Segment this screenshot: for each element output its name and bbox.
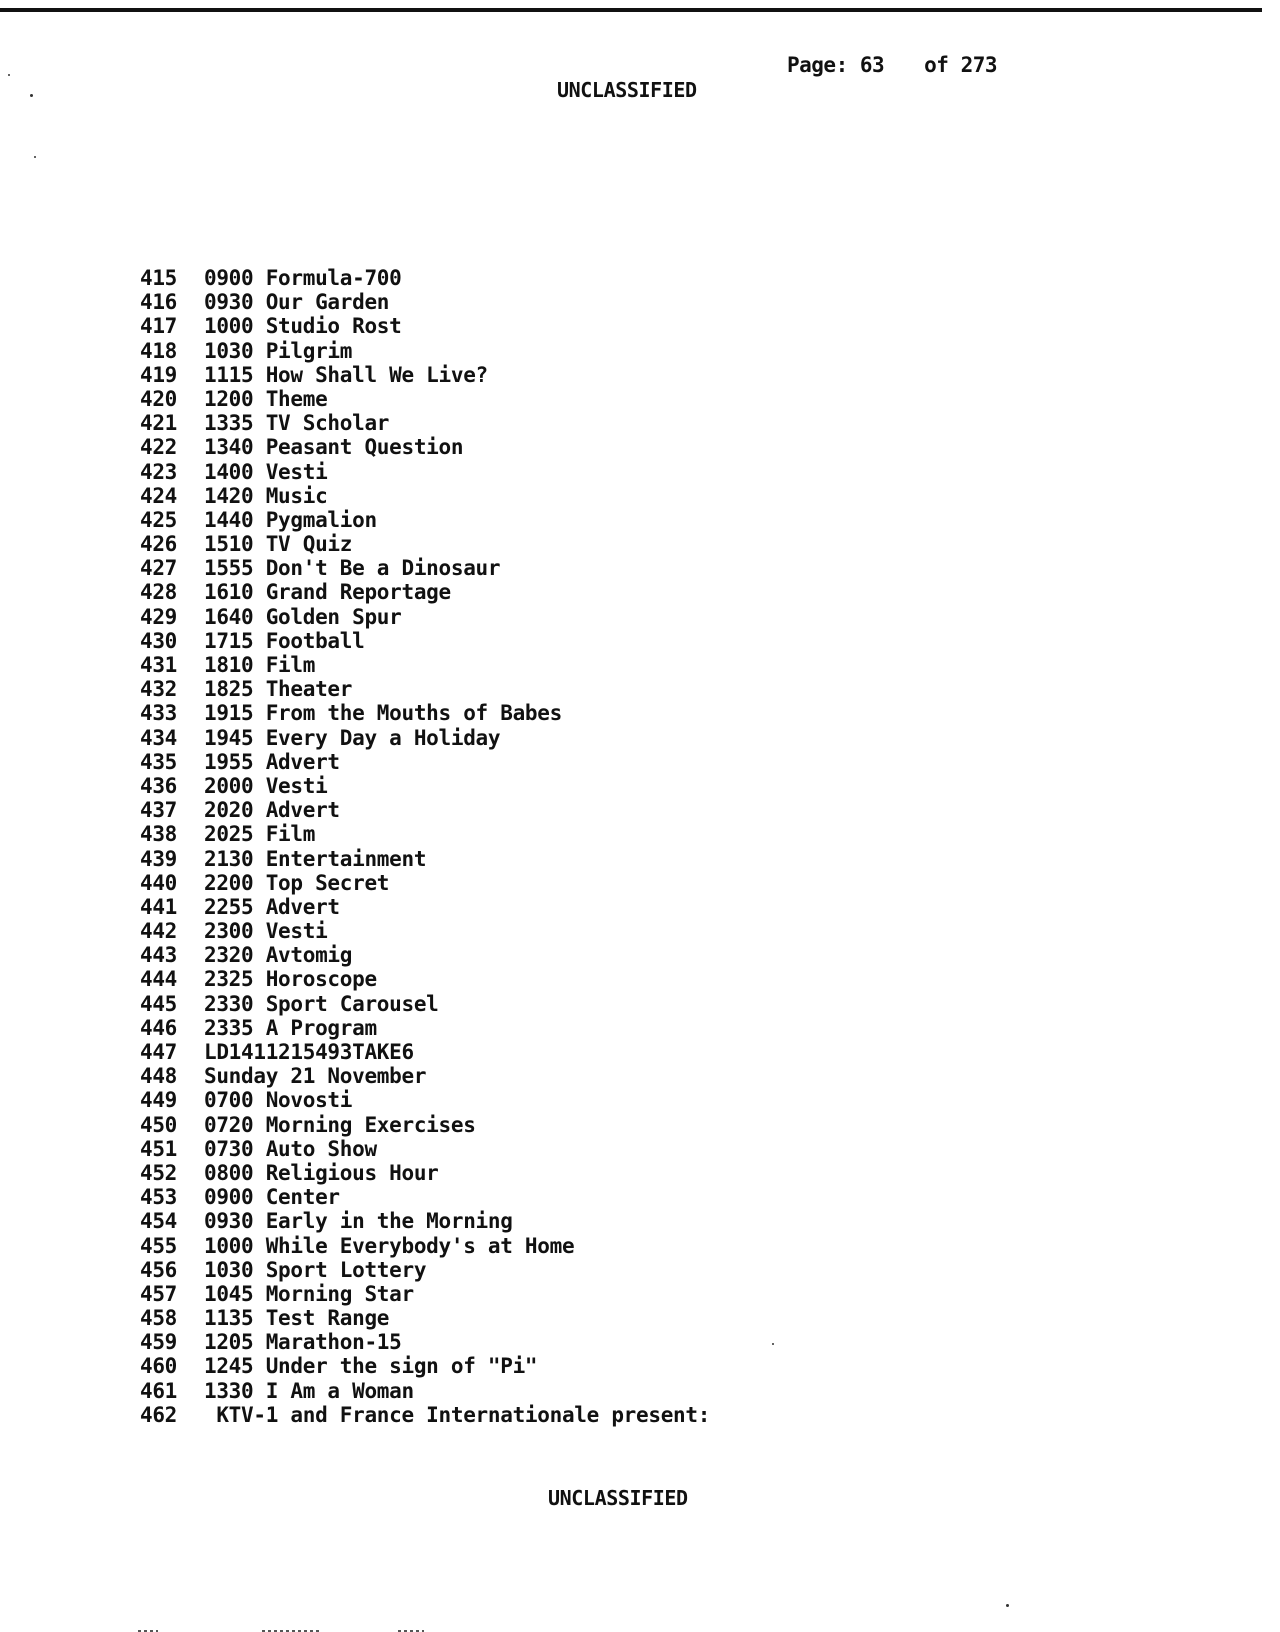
line-text: Sunday 21 November: [204, 1064, 427, 1089]
classification-footer: UNCLASSIFIED: [548, 1486, 688, 1510]
list-item: [140, 411, 860, 435]
line-text: 2335 A Program: [204, 1015, 377, 1040]
line-text: 1200 Theme: [204, 386, 328, 411]
line-text: 1115 How Shall We Live?: [204, 362, 488, 387]
page-number-header: [787, 53, 997, 77]
line-text: 1510 TV Quiz: [204, 532, 353, 557]
classification-header: UNCLASSIFIED: [557, 78, 697, 102]
line-number: 443: [140, 943, 178, 968]
list-item: [140, 387, 860, 411]
list-item: [140, 1282, 860, 1306]
line-number: 460: [140, 1354, 178, 1379]
list-item: [140, 1354, 860, 1378]
scan-speck: [8, 74, 10, 76]
list-item: [140, 847, 860, 871]
line-number: 451: [140, 1136, 178, 1161]
list-item: [140, 701, 860, 725]
line-text: 1400 Vesti: [204, 459, 328, 484]
line-number: 449: [140, 1088, 178, 1113]
line-text: 1420 Music: [204, 483, 328, 508]
list-item: [140, 1234, 860, 1258]
list-item: [140, 1113, 860, 1137]
list-item: [140, 460, 860, 484]
line-text: 1955 Advert: [204, 749, 340, 774]
line-text: 1205 Marathon-15: [204, 1330, 402, 1355]
list-item: [140, 750, 860, 774]
line-number: 416: [140, 290, 178, 315]
list-item: [140, 1185, 860, 1209]
line-text: 0930 Early in the Morning: [204, 1209, 513, 1234]
list-item: [140, 726, 860, 750]
list-item: [140, 532, 860, 556]
line-text: 0730 Auto Show: [204, 1136, 377, 1161]
list-item: [140, 967, 860, 991]
line-text: 1340 Peasant Question: [204, 435, 464, 460]
line-text: 2330 Sport Carousel: [204, 991, 439, 1016]
line-text: 1640 Golden Spur: [204, 604, 402, 629]
list-item: [140, 919, 860, 943]
line-text: 2200 Top Secret: [204, 870, 390, 895]
line-text: 0720 Morning Exercises: [204, 1112, 476, 1137]
line-text: 1810 Film: [204, 653, 316, 677]
line-text: 2000 Vesti: [204, 773, 328, 798]
page-total-label: of 273: [924, 53, 998, 77]
line-number: 447: [140, 1040, 178, 1064]
list-item: [140, 992, 860, 1016]
list-item: [140, 629, 860, 653]
list-item: [140, 1161, 860, 1185]
line-text: 2130 Entertainment: [204, 846, 427, 871]
line-text: 1915 From the Mouths of Babes: [204, 701, 562, 726]
list-item: [140, 1258, 860, 1282]
line-number: 415: [140, 266, 178, 290]
line-number: 450: [140, 1112, 178, 1137]
line-text: 0930 Our Garden: [204, 290, 390, 315]
line-text: 0800 Religious Hour: [204, 1160, 439, 1185]
line-text: 1610 Grand Reportage: [204, 580, 451, 605]
line-text: 1335 TV Scholar: [204, 411, 390, 436]
list-item: [140, 1330, 860, 1354]
page-label: Page: 63: [787, 53, 885, 77]
line-number: 433: [140, 701, 178, 726]
scan-speck: [772, 1343, 774, 1345]
line-text: 2020 Advert: [204, 798, 340, 823]
line-number: 446: [140, 1015, 178, 1040]
list-item: [140, 508, 860, 532]
list-item: [140, 363, 860, 387]
list-item: [140, 943, 860, 967]
line-number: 440: [140, 870, 178, 895]
line-number: 425: [140, 507, 178, 532]
line-number: 444: [140, 967, 178, 992]
list-item: [140, 484, 860, 508]
list-item: [140, 580, 860, 604]
line-number: 452: [140, 1160, 178, 1185]
line-number: 455: [140, 1233, 178, 1258]
line-text: 1555 Don't Be a Dinosaur: [204, 556, 501, 581]
line-text: 1030 Pilgrim: [204, 338, 353, 363]
line-text: 1825 Theater: [204, 677, 353, 702]
line-text: 1000 Studio Rost: [204, 314, 402, 339]
list-item: [140, 653, 860, 677]
scan-speck: [34, 156, 36, 158]
list-item: [140, 1088, 860, 1112]
line-number: 437: [140, 798, 178, 823]
line-number: 420: [140, 386, 178, 411]
list-item: [140, 605, 860, 629]
line-number: 448: [140, 1064, 178, 1089]
line-number: 456: [140, 1257, 178, 1282]
scan-speck: [30, 94, 33, 97]
line-text: 2025 Film: [204, 822, 316, 847]
line-number: 417: [140, 314, 178, 339]
line-number: 426: [140, 532, 178, 557]
line-text: 1000 While Everybody's at Home: [204, 1233, 575, 1258]
line-number: 454: [140, 1209, 178, 1234]
line-number: 438: [140, 822, 178, 847]
line-number: 436: [140, 773, 178, 798]
line-text: 1045 Morning Star: [204, 1281, 414, 1306]
line-number: 457: [140, 1281, 178, 1306]
list-item: [140, 1306, 860, 1330]
line-number: 445: [140, 991, 178, 1016]
line-number: 431: [140, 653, 178, 677]
scan-speck: [1006, 1604, 1009, 1607]
line-number: 421: [140, 411, 178, 436]
list-item: [140, 290, 860, 314]
line-number: 439: [140, 846, 178, 871]
line-text: LD1411215493TAKE6: [204, 1040, 414, 1064]
line-text: 0900 Center: [204, 1185, 340, 1210]
line-number: 428: [140, 580, 178, 605]
line-number: 418: [140, 338, 178, 363]
list-item: [140, 266, 860, 290]
list-item: [140, 798, 860, 822]
line-number: 435: [140, 749, 178, 774]
list-item: [140, 1379, 860, 1403]
list-item: [140, 1403, 860, 1427]
line-number: 434: [140, 725, 178, 750]
line-text: 1245 Under the sign of "Pi": [204, 1354, 538, 1379]
line-text: KTV-1 and France Internationale present:: [204, 1402, 711, 1427]
list-item: [140, 556, 860, 580]
line-number: 442: [140, 919, 178, 944]
line-text: 0900 Formula-700: [204, 266, 402, 290]
line-number: 427: [140, 556, 178, 581]
list-item: [140, 1209, 860, 1233]
list-item: [140, 871, 860, 895]
line-number: 422: [140, 435, 178, 460]
line-text: 0700 Novosti: [204, 1088, 353, 1113]
line-text: 2320 Avtomig: [204, 943, 353, 968]
line-text: 1330 I Am a Woman: [204, 1378, 414, 1403]
list-item: [140, 314, 860, 338]
line-number: 423: [140, 459, 178, 484]
list-item: [140, 435, 860, 459]
list-item: [140, 339, 860, 363]
line-text: 1715 Football: [204, 628, 365, 653]
list-item: [140, 895, 860, 919]
list-item: [140, 822, 860, 846]
line-text: 1945 Every Day a Holiday: [204, 725, 501, 750]
schedule-listing: [140, 266, 860, 1427]
line-number: 453: [140, 1185, 178, 1210]
line-text: 2255 Advert: [204, 894, 340, 919]
line-number: 429: [140, 604, 178, 629]
list-item: [140, 1064, 860, 1088]
line-number: 462: [140, 1402, 178, 1427]
line-text: 1440 Pygmalion: [204, 507, 377, 532]
line-text: 2300 Vesti: [204, 919, 328, 944]
line-number: 432: [140, 677, 178, 702]
line-text: 1030 Sport Lottery: [204, 1257, 427, 1282]
list-item: [140, 1016, 860, 1040]
line-text: 1135 Test Range: [204, 1306, 390, 1331]
list-item: [140, 677, 860, 701]
line-number: 441: [140, 894, 178, 919]
line-number: 458: [140, 1306, 178, 1331]
line-number: 419: [140, 362, 178, 387]
list-item: [140, 1137, 860, 1161]
line-number: 461: [140, 1378, 178, 1403]
list-item: [140, 1040, 860, 1064]
line-number: 459: [140, 1330, 178, 1355]
top-rule: [0, 8, 1262, 12]
line-text: 2325 Horoscope: [204, 967, 377, 992]
line-number: 424: [140, 483, 178, 508]
list-item: [140, 774, 860, 798]
line-number: 430: [140, 628, 178, 653]
